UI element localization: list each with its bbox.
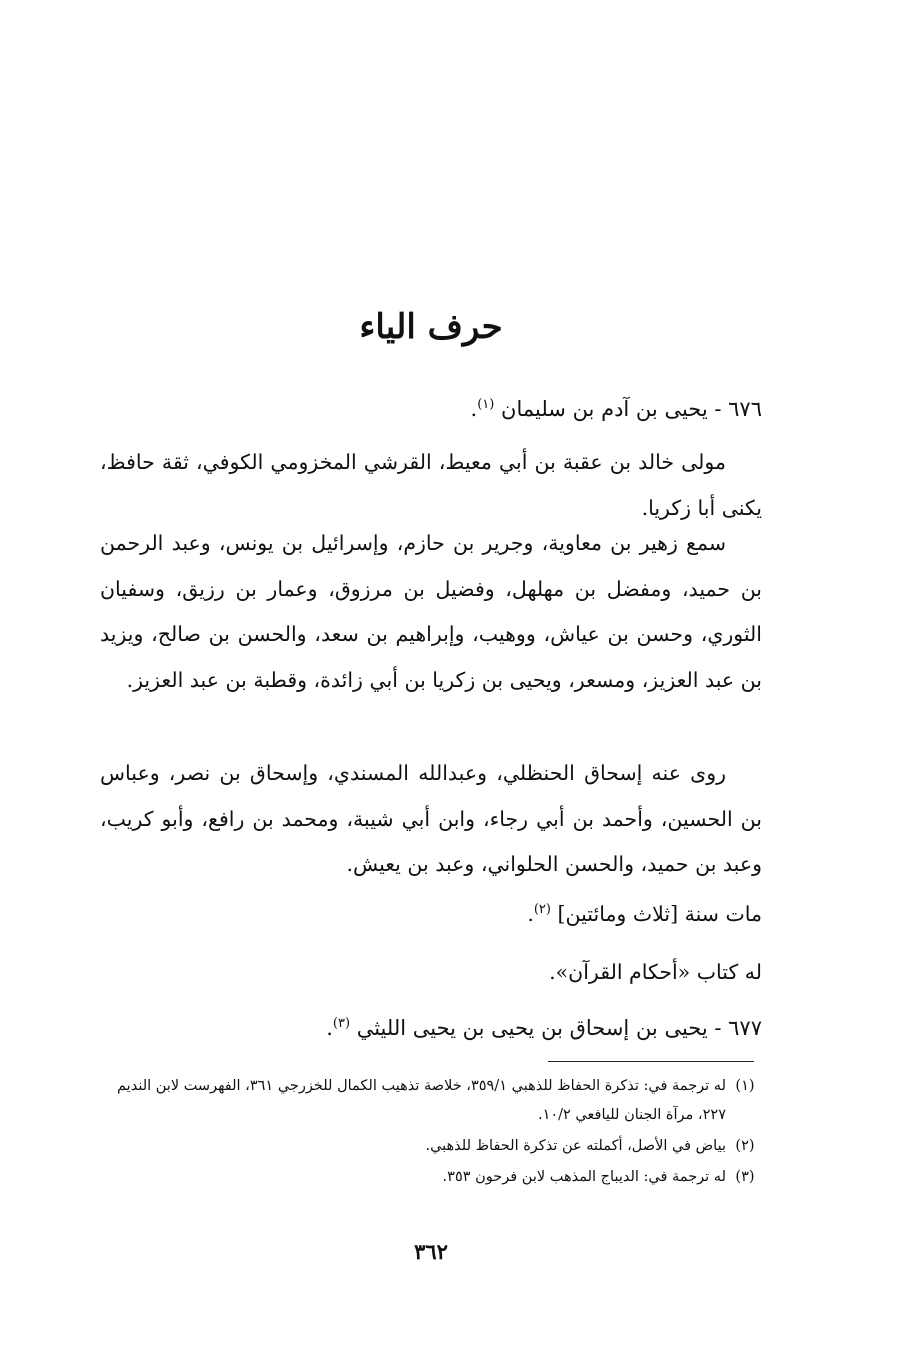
footnote-ref: (٣) (332, 1016, 351, 1031)
footnotes (98, 1072, 764, 1194)
entry-number: ٦٧٧ - (714, 1016, 762, 1040)
students-paragraph: روى عنه إسحاق الحنظلي، وعبدالله المسندي، وإسحاق بن نصر، وعباس بن الحسين، وأحمد بن أبي رجاء، وابن أبي شيبة، ومحمد بن رافع، وأبو كريب، وعبد بن حميد، والحسن الحلواني، وعبد بن يعيش. (100, 761, 762, 876)
page-number: ٣٦٢ (414, 1239, 448, 1264)
footnote-text: له ترجمة في: تذكرة الحفاظ للذهبي ٣٥٩/١، خلاصة تذهيب الكمال للخزرجي ٣٦١، الفهرست لابن النديم ٢٢٧، مرآة الجنان لليافعي ١٠/٢. (117, 1078, 726, 1123)
biography-paragraph: مولى خالد بن عقبة بن أبي معيط، القرشي المخزومي الكوفي، ثقة حافظ، يكنى أبا زكريا. (100, 450, 762, 520)
book-line: له كتاب «أحكام القرآن». (549, 960, 762, 984)
death-line (100, 898, 798, 930)
teachers-paragraph: سمع زهير بن معاوية، وجرير بن حازم، وإسرائيل بن يونس، وعبد الرحمن بن حميد، ومفضل بن مهلهل، وفضيل بن مرزوق، وعمار بن رزيق، وسفيان الثوري، وحسن بن عياش، ووهيب، وإبراهيم بن سعد، والحسن بن صالح، ويزيد بن عبد العزيز، ومسعر، ويحيى بن زكريا بن أبي زائدة، وقطبة بن عبد العزيز. (100, 531, 762, 692)
footnote-number: (٣) (735, 1169, 755, 1185)
entry-heading-676 (100, 393, 762, 425)
entry-heading-677 (100, 1012, 762, 1044)
footnote-text: له ترجمة في: الديباج المذهب لابن فرحون ٣٥٣. (442, 1169, 726, 1185)
entry-name: يحيى بن آدم بن سليمان (501, 397, 708, 421)
entry-end: . (326, 1016, 333, 1040)
entry-end: . (470, 397, 478, 421)
chapter-title: حرف الياء (359, 307, 503, 347)
death-text: مات سنة [ثلاث ومائتين] (557, 902, 762, 926)
footnote-number: (٢) (735, 1138, 755, 1154)
footnote-number: (١) (735, 1078, 755, 1094)
footnote-1 (98, 1072, 764, 1130)
entry-number: ٦٧٦ - (714, 397, 762, 421)
footnote-separator (548, 1061, 754, 1062)
footnote-2 (98, 1132, 764, 1161)
footnote-ref: (١) (477, 397, 495, 412)
entry-name: يحيى بن إسحاق بن يحيى بن يحيى الليثي (356, 1016, 708, 1040)
footnote-text: بياض في الأصل، أكملته عن تذكرة الحفاظ للذهبي. (425, 1138, 726, 1154)
death-end: . (527, 902, 534, 926)
footnote-3 (98, 1163, 764, 1192)
footnote-ref: (٢) (533, 902, 551, 918)
